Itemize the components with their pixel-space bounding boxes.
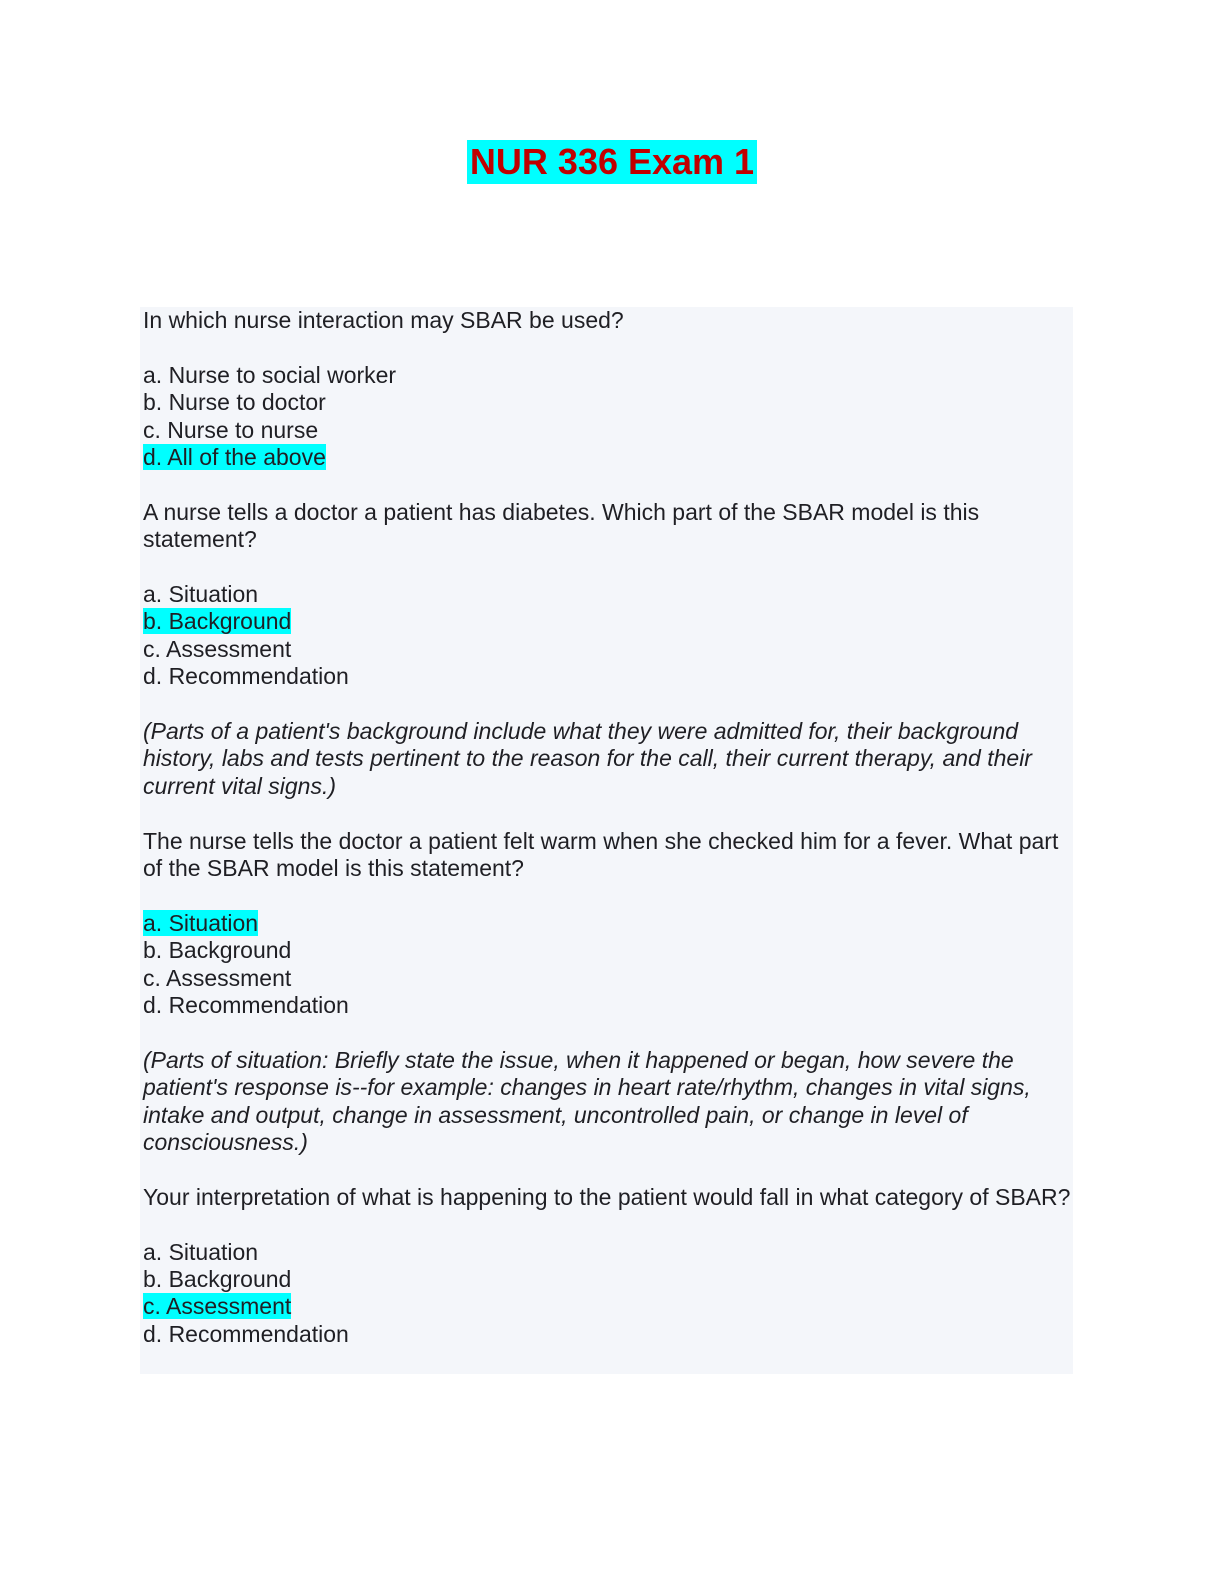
document-title: NUR 336 Exam 1 [467, 140, 757, 184]
answer-option: b. Background [143, 937, 292, 964]
correct-answer-option: a. Situation [143, 909, 259, 936]
answer-option: b. Background [143, 1266, 292, 1293]
answer-option: c. Assessment [143, 635, 292, 662]
answer-option: a. Situation [143, 1238, 259, 1265]
answer-options [143, 910, 1073, 1020]
answer-option: d. Recommendation [143, 663, 349, 690]
answer-options [143, 581, 1073, 691]
answer-option: d. Recommendation [143, 1320, 349, 1347]
answer-option: c. Assessment [143, 964, 292, 991]
correct-answer-option: b. Background [143, 608, 292, 635]
answer-option: c. Nurse to nurse [143, 416, 319, 443]
answer-explanation: (Parts of situation: Briefly state the issue, when it happened or began, how severe the patient's response is--for example: changes in heart rate/rhythm, changes in vital signs, intake and output, change in assessment, uncontrolled pain, or change in level of consciousness.) [143, 1046, 1031, 1156]
answer-options [143, 362, 1073, 472]
title-area [0, 140, 1224, 184]
answer-option: b. Nurse to doctor [143, 389, 326, 416]
correct-answer-option: c. Assessment [143, 1293, 292, 1320]
answer-option: d. Recommendation [143, 992, 349, 1019]
question-text: A nurse tells a doctor a patient has diabetes. Which part of the SBAR model is this statement? [143, 498, 980, 553]
question-text: The nurse tells the doctor a patient felt warm when she checked him for a fever. What part of the SBAR model is this statement? [143, 827, 1059, 882]
correct-answer-option: d. All of the above [143, 444, 326, 471]
answer-explanation: (Parts of a patient's background include what they were admitted for, their background history, labs and tests pertinent to the reason for the call, their current therapy, and their current vital signs.) [143, 718, 1032, 799]
question-block [143, 828, 1073, 1157]
question-block [143, 499, 1073, 800]
question-block [143, 307, 1073, 471]
question-text: Your interpretation of what is happening to the patient would fall in what category of SBAR? [143, 1183, 1071, 1210]
exam-content [140, 307, 1073, 1374]
question-block [143, 1184, 1073, 1348]
answer-options [143, 1239, 1073, 1349]
question-text: In which nurse interaction may SBAR be used? [143, 307, 624, 333]
answer-option: a. Situation [143, 581, 259, 608]
answer-option: a. Nurse to social worker [143, 361, 397, 388]
